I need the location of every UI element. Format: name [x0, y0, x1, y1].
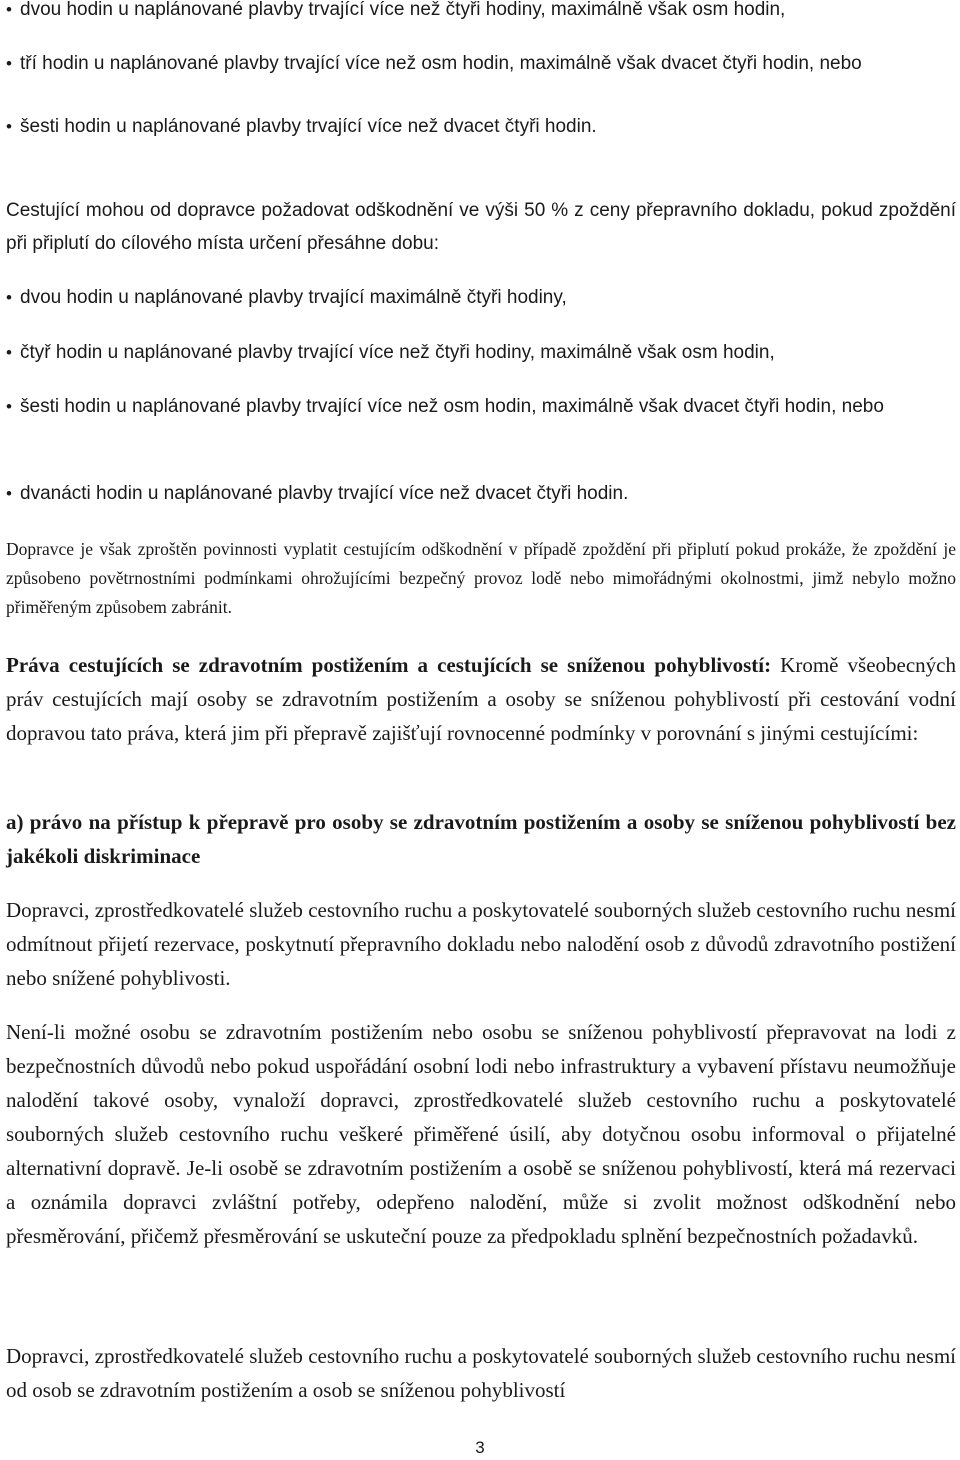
paragraph-safety: Není-li možné osobu se zdravotním postižením nebo osobu se sníženou pohyblivostí přepravovat na lodi z bezpečnostních důvodů nebo pokud uspořádání osobní lodi nebo infrastruktury a vybavení přístavu neumožňuje nalodění takové osoby, vynaloží dopravci, zprostředkovatelé služeb cestovního ruchu a poskytovatelé souborných služeb cestovního ruchu veškeré přiměřené úsilí, aby dotyčnou osobu informoval o přijatelné alternativní dopravě. Je-li osobě se zdravotním postižením a osobě se sníženou pohyblivostí, která má rezervaci a oznámila dopravci zvláštní potřeby, odepřeno nalodění, může si zvolit možnost odškodnění nebo přesměrování, přičemž přesměrování se uskuteční pouze za předpokladu splnění bezpečnostních požadavků. [6, 1020, 956, 1248]
paragraph-exemption: Dopravce je však zproštěn povinnosti vyplatit cestujícím odškodnění v případě zpoždění při připlutí pokud prokáže, že zpoždění je způsobeno povětrnostními podmínkami ohrožujícími bezpečný provoz lodě nebo mimořádnými okolnostmi, jimž nebylo možno přiměřeným způsobem zabránit. [6, 539, 956, 617]
bullet-icon: • [6, 484, 12, 503]
list-item: • čtyř hodin u naplánované plavby trvající více než čtyři hodiny, maximálně však osm hodin, [6, 335, 956, 371]
bullet-icon: • [6, 0, 12, 19]
list-item: • šesti hodin u naplánované plavby trvající více než dvacet čtyři hodin. [6, 109, 956, 145]
paragraph-refusal: Dopravci, zprostředkovatelé služeb cestovního ruchu a poskytovatelé souborných služeb cestovního ruchu nesmí odmítnout přijetí rezervace, poskytnutí přepravního dokladu nebo nalodění osob z důvodů zdravotního postižení nebo snížené pohyblivosti. [6, 898, 956, 990]
section-a-heading: a) právo na přístup k přepravě pro osoby se zdravotním postižením a osoby se sníženou pohyblivostí bez jakékoli diskriminace [6, 810, 956, 868]
list-item: • dvanácti hodin u naplánované plavby trvající více než dvacet čtyři hodin. [6, 476, 956, 512]
bullet-icon: • [6, 288, 12, 307]
bullet-icon: • [6, 117, 12, 136]
list-item: • šesti hodin u naplánované plavby trvající více než osm hodin, maximálně však dvacet čtyři hodin, nebo [6, 389, 956, 425]
bullet-icon: • [6, 343, 12, 362]
paragraph-last: Dopravci, zprostředkovatelé služeb cestovního ruchu a poskytovatelé souborných služeb cestovního ruchu nesmí od osob se zdravotním postižením a osob se sníženou pohyblivostí [6, 1344, 956, 1402]
bullet-icon: • [6, 397, 12, 416]
list-item: • dvou hodin u naplánované plavby trvající maximálně čtyři hodiny, [6, 280, 956, 316]
bullet-icon: • [6, 54, 12, 73]
page-number: 3 [475, 1438, 485, 1457]
paragraph-rights [6, 648, 956, 750]
list-item: • dvou hodin u naplánované plavby trvající více než čtyři hodiny, maximálně však osm hodin, [6, 0, 956, 28]
rights-heading: Práva cestujících se zdravotním postižením a cestujících se sníženou pohyblivostí: [6, 653, 772, 677]
paragraph-compensation-50: Cestující mohou od dopravce požadovat odškodnění ve výši 50 % z ceny přepravního dokladu, pokud zpoždění při připlutí do cílového místa určení přesáhne dobu: [6, 200, 956, 254]
list-item: • tří hodin u naplánované plavby trvající více než osm hodin, maximálně však dvacet čtyři hodin, nebo [6, 46, 956, 82]
rights-text: Kromě všeobecných práv cestujících mají osoby se zdravotním postižením a osoby se sníženou pohyblivostí při cestování vodní dopravou tato práva, která jim při přepravě zajišťují rovnocenné podmínky v porovnání s jinými cestujícími: [6, 653, 956, 745]
